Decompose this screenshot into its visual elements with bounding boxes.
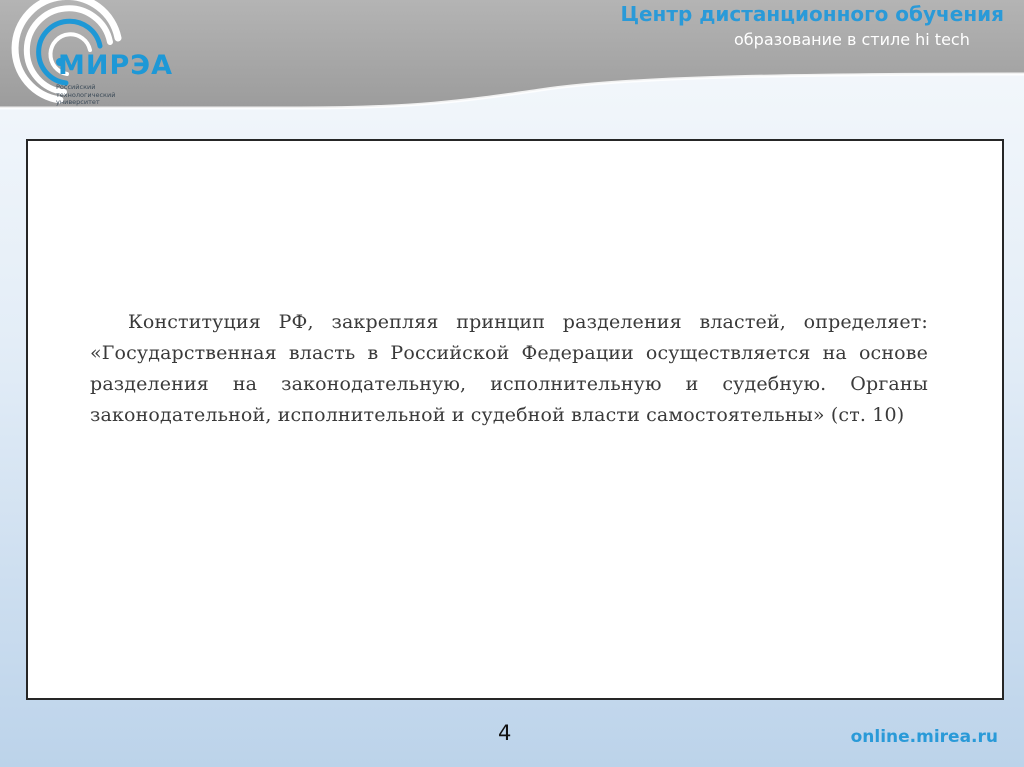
slide-content-frame <box>26 139 1004 700</box>
mirea-logo[interactable] <box>0 0 180 110</box>
header-title: Центр дистанционного обучения <box>620 2 1004 26</box>
slide-number: 4 <box>498 721 512 745</box>
header-subtitle: образование в стиле hi tech <box>734 30 970 49</box>
logo-subtext: Российский технологический университет <box>56 83 116 106</box>
footer-url-link[interactable]: online.mirea.ru <box>850 727 998 747</box>
logo-wordmark: МИРЭА <box>58 50 173 81</box>
constitution-quote: Конституция РФ, закрепляя принцип разделения властей, определяет: «Государственная власть в Российской Федерации осуществляется на основе разделения на законодательную, исполнительную и судебную. Органы законодательной, исполнительной и судебной власти самостоятельны» (ст. 10) <box>90 311 928 426</box>
